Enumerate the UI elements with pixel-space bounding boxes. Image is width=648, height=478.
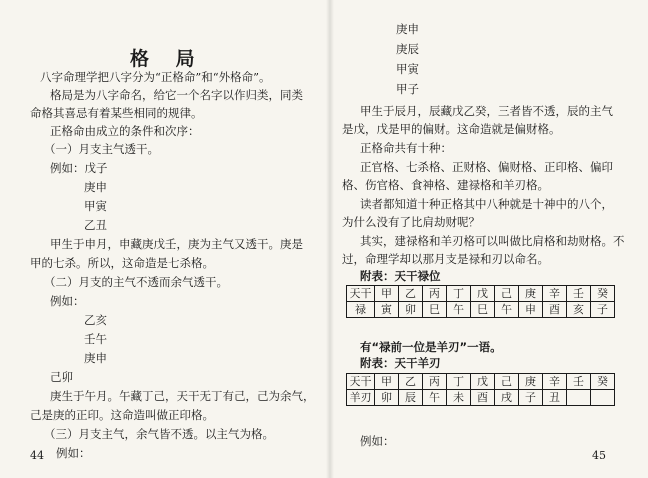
- left-line-15: 壬午: [84, 332, 107, 346]
- left-line-5: （一）月支主气透干。: [44, 142, 159, 156]
- yangren-table-cell: 丑: [543, 390, 567, 406]
- lu-table-header-row: [347, 286, 615, 302]
- yangren-table-value-row: [347, 390, 615, 406]
- yangren-table-cell: 卯: [375, 390, 399, 406]
- right-line-1: 甲生于辰月，辰藏戊乙癸，三者皆不透，辰的主气: [360, 104, 613, 118]
- left-line-14: 乙亥: [84, 313, 107, 327]
- yangren-table: [346, 373, 615, 406]
- left-line-21: 例如：: [56, 446, 91, 460]
- left-line-12: （二）月支的主气不透而余气透干。: [44, 275, 228, 289]
- yangren-table-cell: 子: [519, 390, 543, 406]
- yangren-table-cell: 癸: [591, 374, 615, 390]
- lu-table-cell: 酉: [543, 302, 567, 318]
- right-line-6: 读者都知道十种正格其中八种就是十神中的八个，: [360, 197, 613, 211]
- lu-table-cell: 丙: [423, 286, 447, 302]
- right-line-8: 其实，建禄格和羊刃格可以叫做比肩格和劫财格。不: [360, 234, 625, 248]
- lu-table-cell: 卯: [399, 302, 423, 318]
- yangren-table-cell: 丙: [423, 374, 447, 390]
- appendix-1-title: 附表：天干禄位: [360, 269, 441, 283]
- pillar-4: 甲子: [396, 82, 419, 96]
- lu-table-cell: 戊: [471, 286, 495, 302]
- yangren-table-cell: 辛: [543, 374, 567, 390]
- yangren-table-cell: 天干: [347, 374, 375, 390]
- lu-table: [346, 285, 615, 318]
- yangren-table-cell: 午: [423, 390, 447, 406]
- pillar-1: 庚申: [396, 22, 419, 36]
- left-line-11: 甲的七杀。所以，这命造是七杀格。: [30, 256, 214, 270]
- yangren-table-header-row: [347, 374, 615, 390]
- lu-table-value-row: [347, 302, 615, 318]
- right-line-3: 正格命共有十种：: [360, 141, 452, 155]
- example-label: 例如：: [360, 434, 395, 448]
- page-number-right: 45: [592, 449, 606, 462]
- page-number-left: 44: [30, 449, 44, 462]
- lu-table-cell: 巳: [423, 302, 447, 318]
- yangren-table-cell: 羊刃: [347, 390, 375, 406]
- lu-table-cell: 乙: [399, 286, 423, 302]
- yangren-table-cell: 壬: [567, 374, 591, 390]
- pillar-2: 庚辰: [396, 42, 419, 56]
- left-line-10: 甲生于申月，申藏庚戊壬，庚为主气又透干。庚是: [50, 237, 303, 251]
- lu-table-cell: 巳: [471, 302, 495, 318]
- right-page: [330, 0, 648, 478]
- left-line-1: 八字命理学把八字分为“正格命”和“外格命”。: [40, 70, 271, 84]
- left-line-7: 庚申: [84, 180, 107, 194]
- left-line-3: 命格其喜忌有着某些相同的规律。: [30, 106, 203, 120]
- right-line-7: 为什么没有了比肩劫财呢？: [342, 215, 480, 229]
- lu-table-cell: 午: [447, 302, 471, 318]
- left-line-6: 例如：戊子: [50, 161, 108, 175]
- left-line-9: 乙丑: [84, 218, 107, 232]
- left-line-19: 己是庚的正印。这命造叫做正印格。: [30, 408, 214, 422]
- lu-table-cell: 寅: [375, 302, 399, 318]
- lu-table-cell: 壬: [567, 286, 591, 302]
- yangren-table-cell: 丁: [447, 374, 471, 390]
- lu-table-cell: 庚: [519, 286, 543, 302]
- lu-table-cell: 亥: [567, 302, 591, 318]
- left-line-13: 例如：: [50, 294, 85, 308]
- yangren-table-cell: 己: [495, 374, 519, 390]
- lu-table-cell: 丁: [447, 286, 471, 302]
- lu-table-cell: 子: [591, 302, 615, 318]
- yangren-table-cell: 甲: [375, 374, 399, 390]
- yangren-table-cell: 庚: [519, 374, 543, 390]
- lu-table-cell: 辛: [543, 286, 567, 302]
- pillar-3: 甲寅: [396, 62, 419, 76]
- left-line-8: 甲寅: [84, 199, 107, 213]
- lu-table-cell: 申: [519, 302, 543, 318]
- lu-table-cell: 禄: [347, 302, 375, 318]
- right-line-9: 过，命理学却以那月支是禄和刃以命名。: [342, 252, 549, 266]
- lu-table-cell: 癸: [591, 286, 615, 302]
- yangren-table-cell: 辰: [399, 390, 423, 406]
- left-line-18: 庚生于午月。午藏丁己，天干无丁有己，己为余气，: [50, 389, 315, 403]
- yangren-table-cell: 戊: [471, 374, 495, 390]
- appendix-2-title: 附表：天干羊刃: [360, 356, 441, 370]
- left-line-4: 正格命由成立的条件和次序：: [50, 124, 200, 138]
- lu-table-cell: 己: [495, 286, 519, 302]
- right-line-2: 是戊，戊是甲的偏财。这命造就是偏财格。: [342, 122, 561, 136]
- yangren-table-cell: [567, 390, 591, 406]
- left-line-17: 己卯: [50, 370, 73, 384]
- yangren-table-cell: 酉: [471, 390, 495, 406]
- left-line-2: 格局是为八字命名，给它一个名字以作归类，同类: [50, 88, 303, 102]
- lu-table-cell: 午: [495, 302, 519, 318]
- yangren-table-cell: 戌: [495, 390, 519, 406]
- left-line-20: （三）月支主气，余气皆不透。以主气为格。: [44, 427, 274, 441]
- yangren-note: 有“禄前一位是羊刃”一语。: [360, 340, 502, 354]
- right-line-5: 格、伤官格、食神格、建禄格和羊刃格。: [342, 178, 549, 192]
- yangren-table-cell: 乙: [399, 374, 423, 390]
- lu-table-cell: 天干: [347, 286, 375, 302]
- right-line-4: 正官格、七杀格、正财格、偏财格、正印格、偏印: [360, 160, 613, 174]
- yangren-table-cell: 未: [447, 390, 471, 406]
- page-title: 格 局: [130, 48, 205, 70]
- lu-table-cell: 甲: [375, 286, 399, 302]
- left-line-16: 庚申: [84, 351, 107, 365]
- yangren-table-cell: [591, 390, 615, 406]
